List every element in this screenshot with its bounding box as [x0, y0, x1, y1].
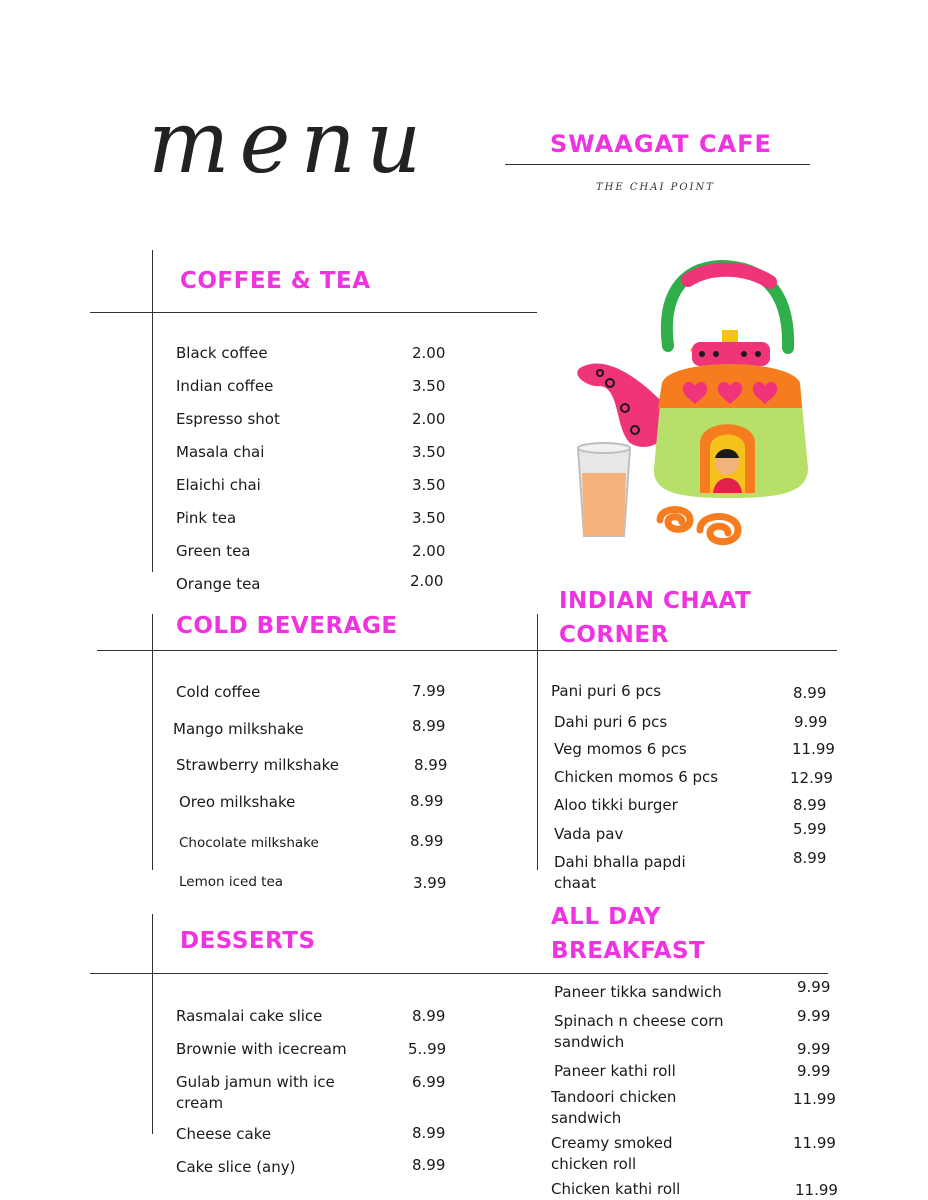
section-vline: [152, 614, 153, 870]
menu-item: Strawberry milkshake: [176, 756, 340, 774]
menu-price: 12.99: [790, 769, 833, 787]
menu-price: 2.00: [412, 410, 446, 428]
menu-item: Dahi puri 6 pcs: [554, 713, 668, 731]
menu-price: 8.99: [410, 792, 444, 810]
menu-price: 11.99: [795, 1181, 838, 1199]
section-vline: [152, 914, 153, 1134]
menu-item: Pink tea: [176, 509, 237, 527]
menu-item: Aloo tikki burger: [554, 796, 678, 814]
teapot-chai-jalebi-icon: [570, 258, 832, 558]
menu-title: menu: [148, 93, 432, 193]
menu-price: 3.50: [412, 509, 446, 527]
section-title-breakfast: ALL DAY BREAKFAST: [551, 904, 706, 964]
menu-price: 9.99: [797, 1062, 831, 1080]
menu-price: 5.99: [793, 820, 827, 838]
menu-price: 8.99: [412, 1124, 446, 1142]
menu-price: 8.99: [793, 849, 827, 867]
menu-price: 5..99: [408, 1040, 447, 1058]
menu-item: Orange tea: [176, 575, 261, 593]
menu-item: Cold coffee: [176, 683, 261, 701]
menu-item: Chicken kathi roll: [551, 1180, 681, 1198]
menu-item: Masala chai: [176, 443, 265, 461]
menu-item: Veg momos 6 pcs: [554, 740, 687, 758]
menu-price: 11.99: [792, 740, 835, 758]
menu-price: 3.50: [412, 443, 446, 461]
section-title-desserts: DESSERTS: [180, 928, 316, 954]
menu-price: 9.99: [797, 1040, 831, 1058]
menu-item: Creamy smoked chicken roll: [551, 1134, 673, 1173]
menu-item: Paneer kathi roll: [554, 1062, 676, 1080]
menu-price: 6.99: [412, 1073, 446, 1091]
menu-item: Cheese cake: [176, 1125, 272, 1143]
menu-item: Lemon iced tea: [179, 874, 284, 890]
menu-item: Elaichi chai: [176, 476, 261, 494]
menu-item: Gulab jamun with ice cream: [176, 1073, 335, 1112]
section-title-coffee-tea: COFFEE & TEA: [180, 268, 371, 294]
menu-price: 8.99: [793, 684, 827, 702]
menu-price: 9.99: [797, 1007, 831, 1025]
menu-price: 8.99: [412, 717, 446, 735]
menu-item: Spinach n cheese corn sandwich: [554, 1012, 724, 1051]
menu-price: 7.99: [412, 682, 446, 700]
menu-item: Mango milkshake: [173, 720, 304, 738]
section-title-chaat: INDIAN CHAAT CORNER: [559, 588, 752, 648]
menu-price: 3.50: [412, 476, 446, 494]
menu-item: Brownie with icecream: [176, 1040, 347, 1058]
menu-price: 8.99: [410, 832, 444, 850]
menu-item: Dahi bhalla papdi chaat: [554, 853, 686, 892]
menu-price: 2.00: [412, 344, 446, 362]
menu-item: Vada pav: [554, 825, 624, 843]
section-vline: [152, 250, 153, 572]
menu-price: 8.99: [412, 1007, 446, 1025]
menu-item: Tandoori chicken sandwich: [551, 1088, 677, 1127]
menu-item: Black coffee: [176, 344, 268, 362]
section-title-cold-beverage: COLD BEVERAGE: [176, 613, 398, 639]
menu-price: 2.00: [412, 542, 446, 560]
menu-price: 8.99: [412, 1156, 446, 1174]
menu-price: 3.99: [413, 874, 447, 892]
menu-item: Green tea: [176, 542, 251, 560]
menu-item: Espresso shot: [176, 410, 280, 428]
section-vline: [537, 614, 538, 870]
menu-price: 8.99: [414, 756, 448, 774]
menu-item: Indian coffee: [176, 377, 274, 395]
cafe-tagline: THE CHAI POINT: [596, 182, 715, 193]
menu-item: Paneer tikka sandwich: [554, 983, 722, 1001]
menu-item: Chicken momos 6 pcs: [554, 768, 719, 786]
menu-price: 2.00: [410, 572, 444, 590]
cafe-name: SWAAGAT CAFE: [550, 130, 772, 158]
menu-price: 9.99: [797, 978, 831, 996]
menu-price: 8.99: [793, 796, 827, 814]
menu-item: Pani puri 6 pcs: [551, 682, 662, 700]
cafe-divider: [505, 164, 810, 165]
section-hline: [90, 973, 828, 974]
menu-price: 11.99: [793, 1134, 836, 1152]
menu-item: Chocolate milkshake: [179, 835, 319, 851]
menu-price: 11.99: [793, 1090, 836, 1108]
menu-price: 3.50: [412, 377, 446, 395]
menu-item: Rasmalai cake slice: [176, 1007, 323, 1025]
menu-item: Oreo milkshake: [179, 793, 296, 811]
menu-item: Cake slice (any): [176, 1158, 296, 1176]
menu-price: 9.99: [794, 713, 828, 731]
section-hline: [90, 312, 537, 313]
